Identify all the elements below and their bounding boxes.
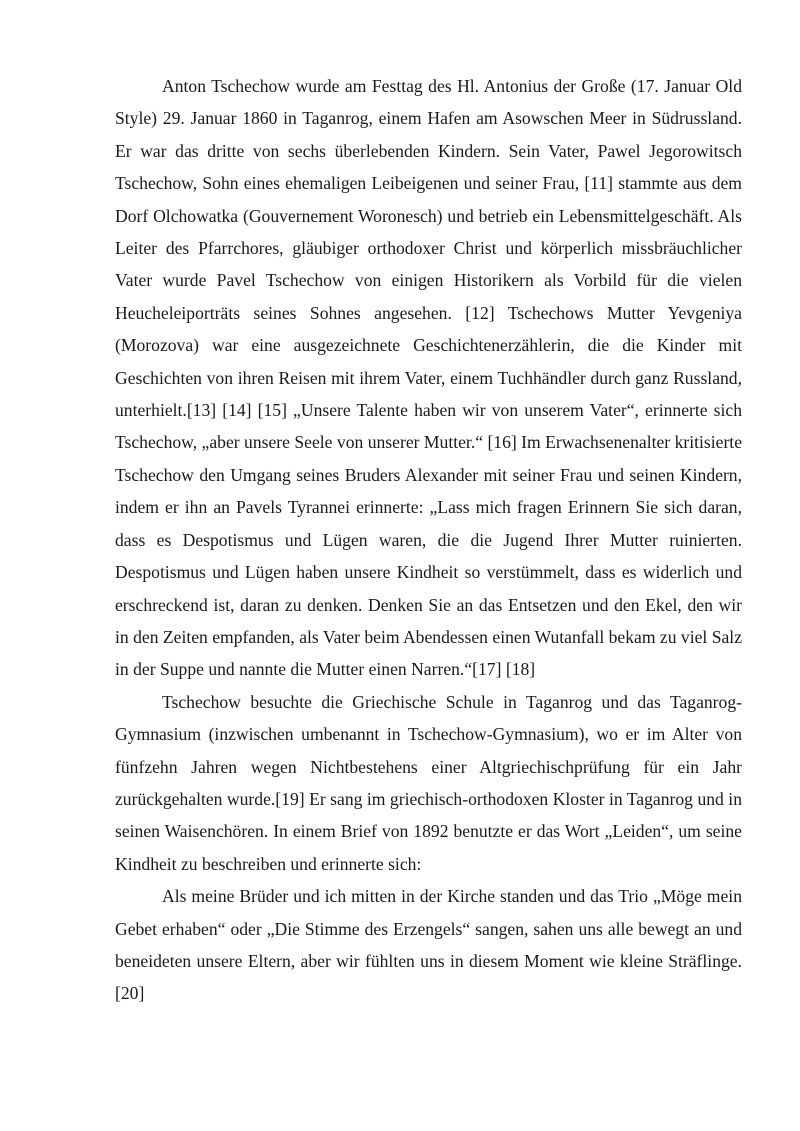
- paragraph-birth-family: Anton Tschechow wurde am Festtag des Hl. Antonius der Große (17. Januar Old Style) 29. Januar 1860 in Taganrog, einem Hafen am Asowschen Meer in Südrussland. Er war das dritte von sechs überlebenden Kindern. Sein Vater, Pawel Jegorowitsch Tschechow, Sohn eines ehemaligen Leibeigenen und seiner Frau, [11] stammte aus dem Dorf Olchowatka (Gouvernement Woronesch) und betrieb ein Lebensmittelgeschäft. Als Leiter des Pfarrchores, gläubiger orthodoxer Christ und körperlich missbräuchlicher Vater wurde Pavel Tschechow von einigen Historikern als Vorbild für die vielen Heucheleiporträts seines Sohnes angesehen. [12] Tschechows Mutter Yevgeniya (Morozova) war eine ausgezeichnete Geschichtenerzählerin, die die Kinder mit Geschichten von ihren Reisen mit ihrem Vater, einem Tuchhändler durch ganz Russland, unterhielt.[13] [14] [15] „Unsere Talente haben wir von unserem Vater“, erinnerte sich Tschechow, „aber unsere Seele von unserer Mutter.“ [16] Im Erwachsenenalter kritisierte Tschechow den Umgang seines Bruders Alexander mit seiner Frau und seinen Kindern, indem er ihn an Pavels Tyrannei erinnerte: „Lass mich fragen Erinnern Sie sich daran, dass es Despotismus und Lügen waren, die die Jugend Ihrer Mutter ruinierten. Despotismus und Lügen haben unsere Kindheit so verstümmelt, dass es widerlich und erschreckend ist, daran zu denken. Denken Sie an das Entsetzen und den Ekel, den wir in den Zeiten empfanden, als Vater beim Abendessen einen Wutanfall bekam zu viel Salz in der Suppe und nannte die Mutter einen Narren.“[17] [18]: [115, 76, 742, 680]
- document-page: [115, 70, 742, 1010]
- paragraph-school: Tschechow besuchte die Griechische Schule in Taganrog und das Taganrog-Gymnasium (inzwischen umbenannt in Tschechow-Gymnasium), wo er im Alter von fünfzehn Jahren wegen Nichtbestehens einer Altgriechischprüfung für ein Jahr zurückgehalten wurde.[19] Er sang im griechisch-orthodoxen Kloster in Taganrog und in seinen Waisenchören. In einem Brief von 1892 benutzte er das Wort „Leiden“, um seine Kindheit zu beschreiben und erinnerte sich:: [115, 691, 742, 874]
- paragraph-choir-quote: Als meine Brüder und ich mitten in der Kirche standen und das Trio „Möge mein Gebet erhaben“ oder „Die Stimme des Erzengels“ sangen, sahen uns alle bewegt an und beneideten unsere Eltern, aber wir fühlten uns in diesem Moment wie kleine Sträflinge.[20]: [115, 886, 742, 1004]
